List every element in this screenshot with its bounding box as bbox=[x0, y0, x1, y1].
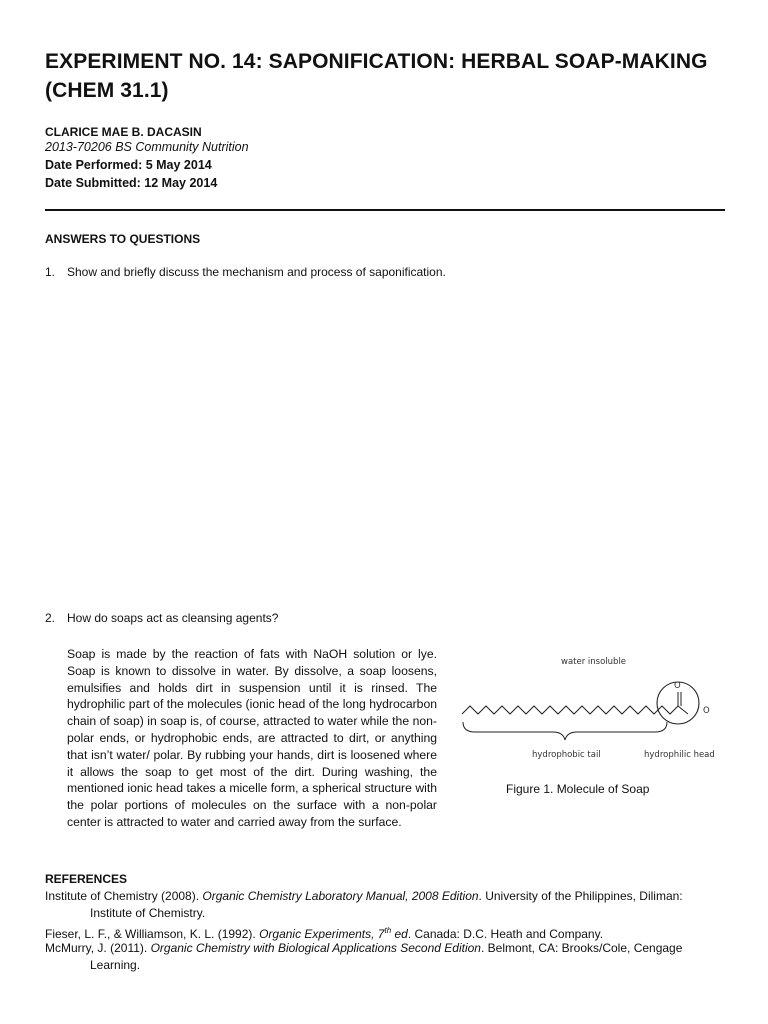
label-hydrophobic-tail: hydrophobic tail bbox=[532, 750, 601, 760]
section-heading: ANSWERS TO QUESTIONS bbox=[45, 232, 201, 246]
reference-title: Organic Chemistry with Biological Applications Second Edition bbox=[150, 941, 481, 955]
reference-continuation: Learning. bbox=[90, 958, 141, 972]
reference-author: McMurry, J. (2011). bbox=[45, 941, 151, 955]
header-divider bbox=[45, 209, 725, 211]
reference-author: Institute of Chemistry (2008). bbox=[45, 889, 203, 903]
question-text: How do soaps act as cleansing agents? bbox=[67, 611, 279, 625]
answer-2-paragraph: Soap is made by the reaction of fats with NaOH solution or lye. Soap is known to dissolve in water. By dissolve, a soap loosens, emulsifies and holds dirt in suspension until it is rinsed. The hydrophilic part of the molecules (ionic head of the long hydrocarbon chain of soap) in soap is, of course, attracted to water while the non-polar ends, or hydrophobic ends, are attracted to dirt, or anything that isn’t water/ polar. By rubbing your hands, dirt is loosened where it allows the soap to get most of the dirt. During washing, the mentioned ionic head takes a micelle form, a spherical structure with the polar portions of molecules on the surface with a non-polar center is attracted to water and carried away from the surface. bbox=[67, 647, 437, 829]
question-1 bbox=[45, 264, 446, 280]
reference-title-end: ed bbox=[391, 927, 408, 941]
hydrophobic-tail-brace bbox=[463, 722, 667, 740]
reference-publisher: . Canada: D.C. Heath and Company. bbox=[407, 927, 604, 941]
author-name: CLARICE MAE B. DACASIN bbox=[45, 125, 202, 139]
reference-author: Fieser, L. F., & Williamson, K. L. (1992). bbox=[45, 927, 260, 941]
student-info: 2013-70206 BS Community Nutrition bbox=[45, 140, 249, 154]
figure-caption: Figure 1. Molecule of Soap bbox=[506, 782, 650, 796]
references-heading: REFERENCES bbox=[45, 872, 128, 886]
document-title: EXPERIMENT NO. 14: SAPONIFICATION: HERBAL SOAP-MAKING (CHEM 31.1) bbox=[45, 50, 708, 102]
label-water-insoluble: water insoluble bbox=[561, 657, 627, 667]
question-number: 2. bbox=[45, 611, 56, 625]
reference-item bbox=[45, 888, 745, 922]
reference-publisher: . Belmont, CA: Brooks/Cole, Cengage bbox=[480, 941, 683, 955]
carboxyl-bond bbox=[678, 706, 688, 714]
date-performed: Date Performed: 5 May 2014 bbox=[45, 158, 212, 172]
label-hydrophilic-head: hydrophilic head bbox=[644, 750, 715, 760]
reference-publisher: . University of the Philippines, Diliman: bbox=[478, 889, 683, 903]
reference-title: Organic Chemistry Laboratory Manual, 2008 Edition bbox=[202, 889, 479, 903]
reference-title: Organic Experiments, 7 bbox=[259, 927, 385, 941]
reference-superscript: th bbox=[384, 926, 392, 935]
atom-oxygen-side: O bbox=[703, 706, 710, 716]
question-text: Show and briefly discuss the mechanism and process of saponification. bbox=[67, 265, 446, 279]
date-submitted: Date Submitted: 12 May 2014 bbox=[45, 176, 218, 190]
hydrocarbon-chain bbox=[462, 706, 678, 714]
atom-oxygen-top: O bbox=[674, 681, 681, 691]
reference-continuation: Institute of Chemistry. bbox=[90, 906, 206, 920]
question-number: 1. bbox=[45, 265, 56, 279]
question-2 bbox=[45, 610, 278, 626]
soap-molecule-figure bbox=[455, 648, 725, 768]
reference-item bbox=[45, 940, 745, 974]
